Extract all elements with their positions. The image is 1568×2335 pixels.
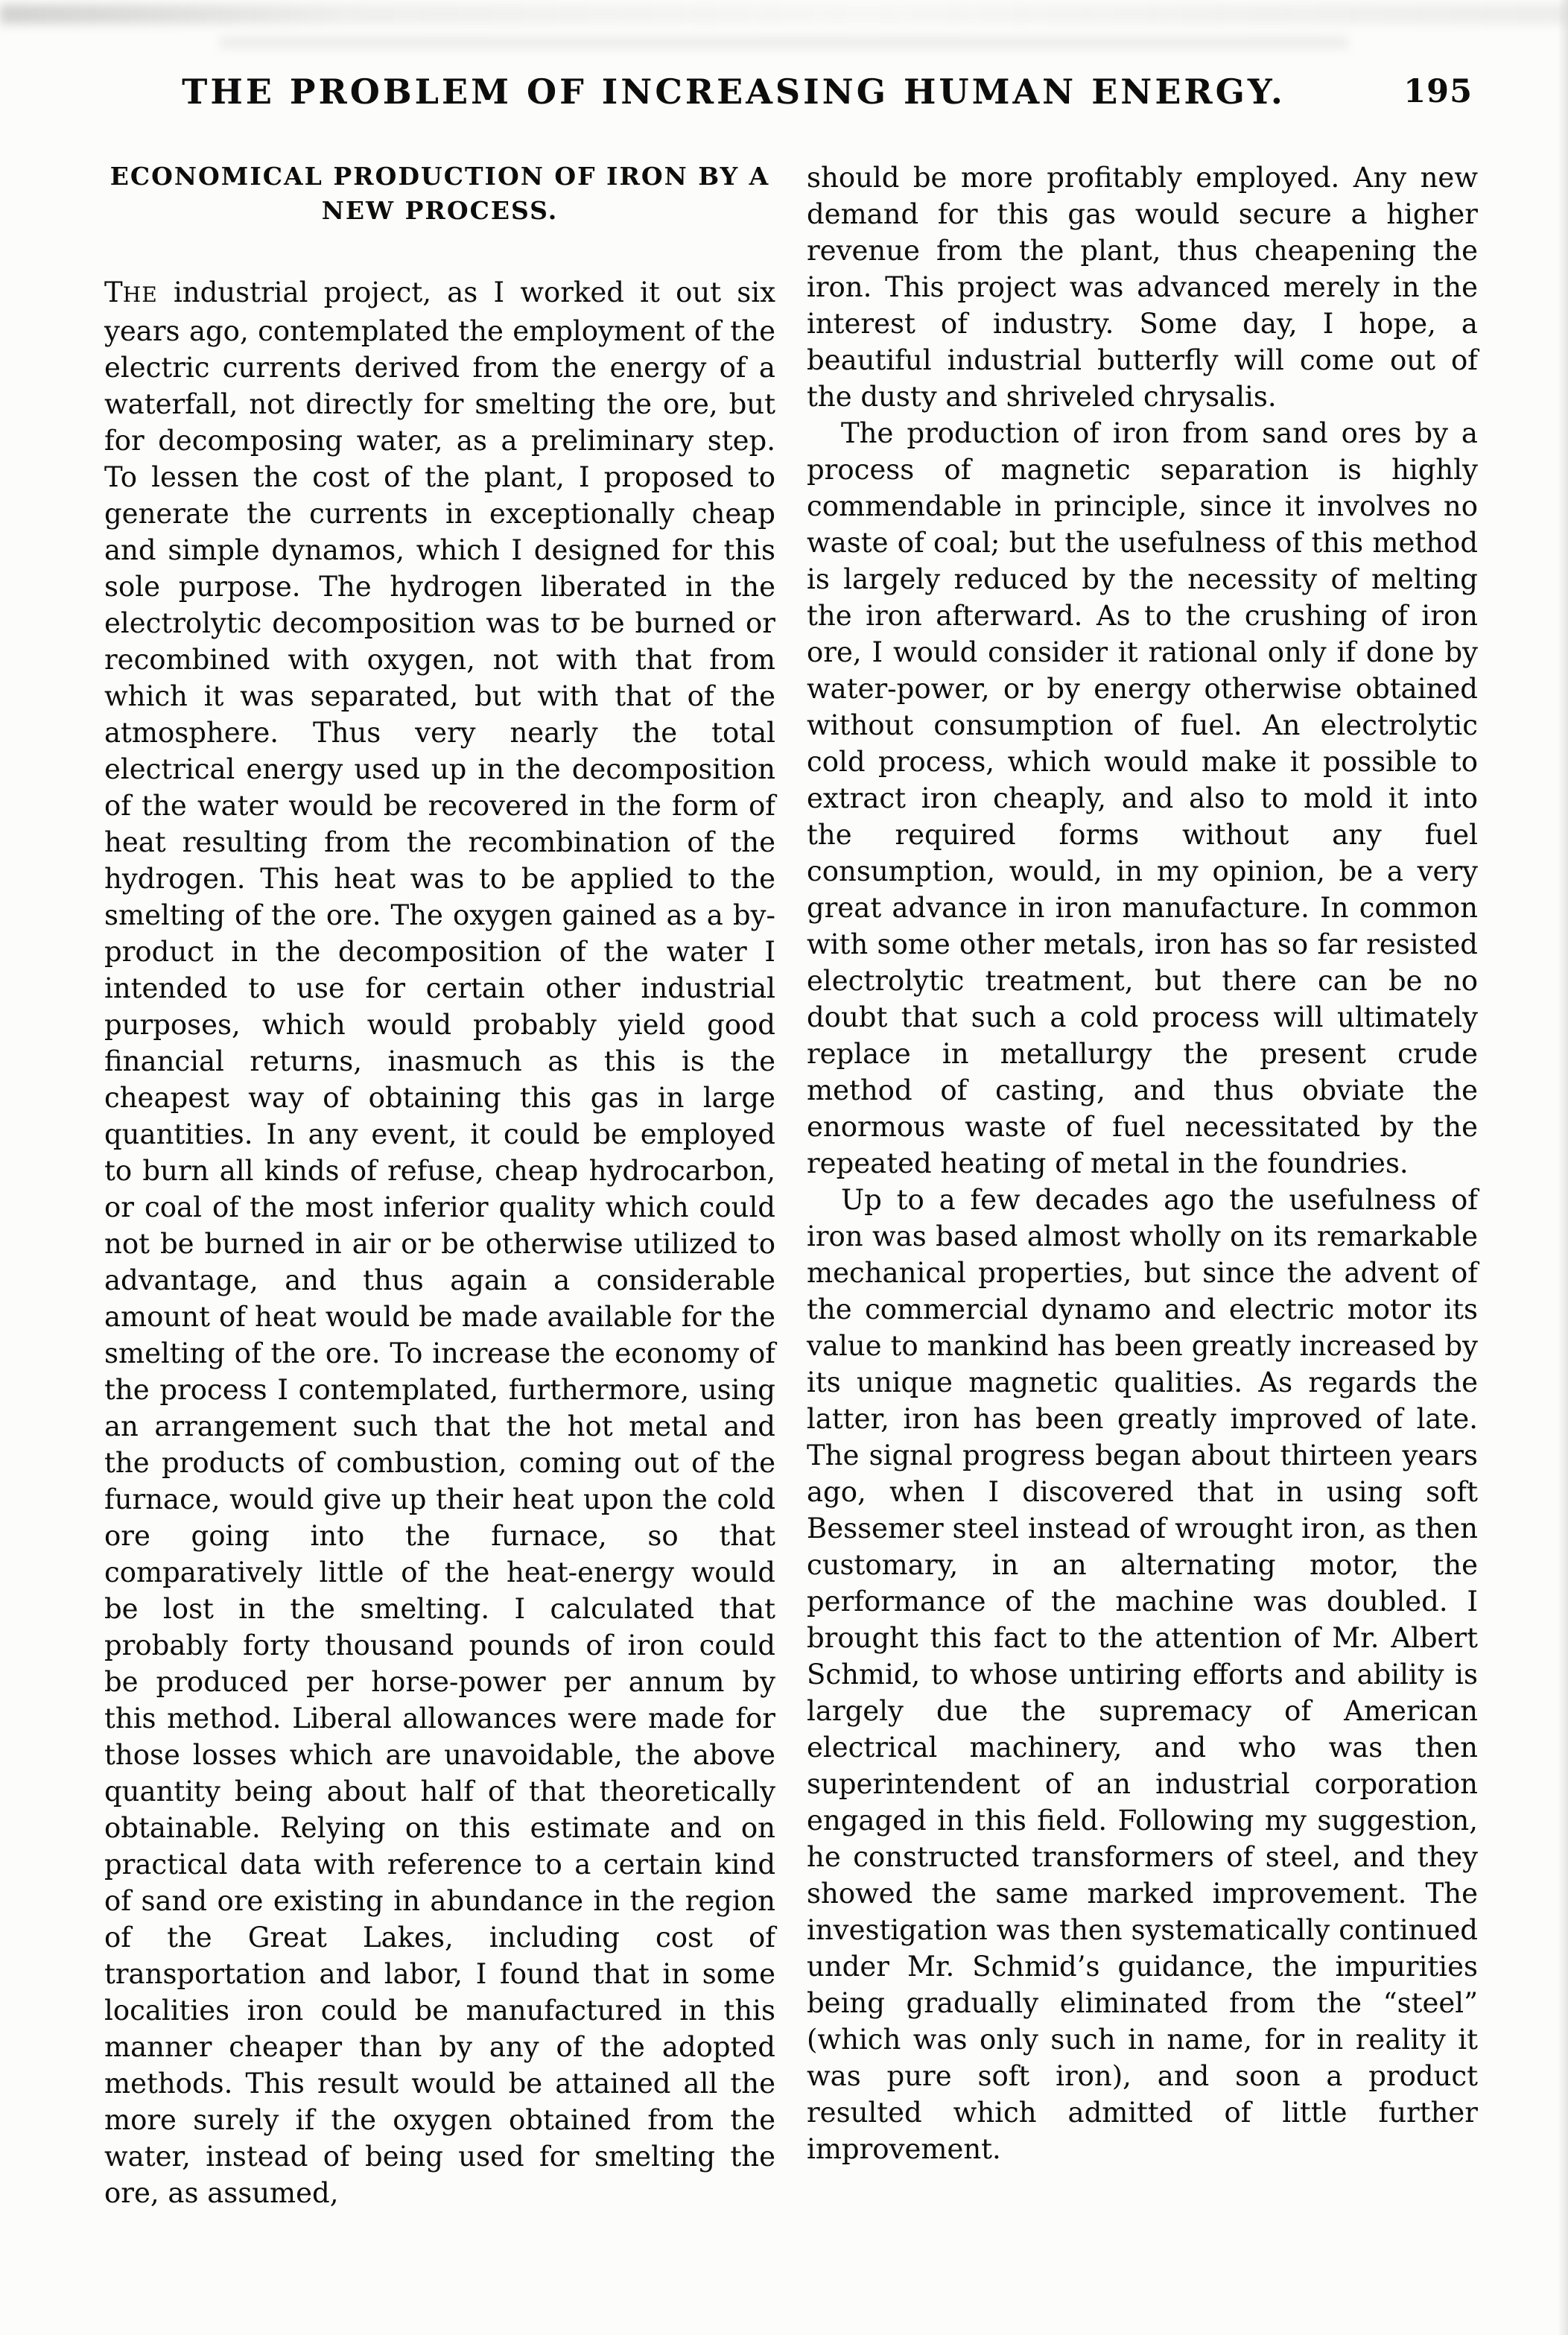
running-head-title: THE PROBLEM OF INCREASING HUMAN ENERGY. bbox=[182, 72, 1286, 112]
right-paragraph-3: Up to a few decades ago the usefulness of iron was based almost wholly on its remarkable mechanical properties, but since the advent of the commercial dynamo and electric motor its value to mankind has been greatly increased by its unique magnetic qualities. As regards the latter, iron has been greatly improved of late. The signal progress began about thirteen years ago, when I discovered that in using soft Bessemer steel instead of wrought iron, as then customary, in an alternating motor, the performance of the machine was doubled. I brought this fact to the attention of Mr. Albert Schmid, to whose untiring efforts and ability is largely due the supremacy of American electrical machinery, and who was then superintendent of an industrial corporation engaged in this field. Following my suggestion, he constructed transformers of steel, and they showed the same marked improvement. The investigation was then systematically continued under Mr. Schmid’s guidance, the impurities being gradually eliminated from the “steel” (which was only such in name, for in reality it was pure soft iron), and soon a product resulted which admitted of little further improvement. bbox=[807, 1184, 1478, 2165]
right-paragraph-1: should be more profitably employed. Any new demand for this gas would secure a higher revenue from the plant, thus cheapening the iron. This project was advanced merely in the interest of industry. Some day, I hope, a beautiful industrial butterfly will come out of the dusty and shriveled chrysalis. bbox=[807, 162, 1478, 413]
right-column bbox=[807, 159, 1478, 2211]
text-columns bbox=[104, 159, 1479, 2211]
scan-artifact-top-streak bbox=[0, 4, 1568, 24]
left-paragraph-1-text: industrial project, as I worked it out six years ago, contemplated the employment of the electric currents derived from the energy of a waterfall, not directly for smelting the ore, but for decomposing water, as a preliminary step. To lessen the cost of the plant, I proposed to generate the currents in exceptionally cheap and simple dynamos, which I designed for this sole purpose. The hydrogen liberated in the electrolytic decomposition was tσ be burned or recombined with oxygen, not with that from which it was separated, but with that of the atmosphere. Thus very nearly the total electrical energy used up in the decomposition of the water would be recovered in the form of heat resulting from the recombination of the hydrogen. This heat was to be applied to the smelting of the ore. The oxygen gained as a by-product in the decomposition of the water I intended to use for certain other industrial purposes, which would probably yield good financial returns, inasmuch as this is the cheapest way of obtaining this gas in large quantities. In any event, it could be employed to burn all kinds of refuse, cheap hydrocarbon, or coal of the most inferior quality which could not be burned in air or be otherwise utilized to advantage, and thus again a considerable amount of heat would be made available for the smelting of the ore. To increase the economy of the process I contemplated, furthermore, using an arrangement such that the hot metal and the products of combustion, coming out of the furnace, would give up their heat upon the cold ore going into the furnace, so that comparatively little of the heat-energy would be lost in the smelting. I calculated that probably forty thousand pounds of iron could be produced per horse-power per annum by this method. Liberal allowances were made for those losses which are unavoidable, the above quantity being about half of that theoretically obtainable. Relying on this estimate and on practical data with reference to a certain kind of sand ore existing in abundance in the region of the Great Lakes, including cost of transportation and labor, I found that in some localities iron could be manufactured in this manner cheaper than by any of the adopted methods. This result would be attained all the more surely if the oxygen obtained from the water, instead of being used for smelting the ore, as assumed, bbox=[104, 276, 775, 2209]
page-number: 195 bbox=[1403, 73, 1473, 110]
section-heading bbox=[104, 159, 775, 228]
lead-small-caps: HE bbox=[122, 282, 158, 307]
section-heading-line-1: ECONOMICAL PRODUCTION OF IRON BY A bbox=[109, 162, 770, 191]
lead-initial: T bbox=[104, 276, 123, 308]
left-paragraph-1 bbox=[104, 274, 775, 2211]
scan-artifact-right-edge bbox=[1558, 0, 1568, 2335]
right-paragraph-2: The production of iron from sand ores by a process of magnetic separation is highly commendable in principle, since it involves no waste of coal; but the usefulness of this method is largely reduced by the necessity of melting the iron afterward. As to the crushing of iron ore, I would consider it rational only if done by water-power, or by energy otherwise obtained without consumption of fuel. An electrolytic cold process, which would make it possible to extract iron cheaply, and also to mold it into the required forms without any fuel consumption, would, in my opinion, be a very great advance in iron manufacture. In common with some other metals, iron has so far resisted electrolytic treatment, but there can be no doubt that such a cold process will ultimately replace in metallurgy the present crude method of casting, and thus obviate the enormous waste of fuel necessitated by the repeated heating of metal in the foundries. bbox=[807, 417, 1478, 1179]
scan-artifact-ghost-line bbox=[220, 36, 1349, 49]
left-column bbox=[104, 159, 775, 2211]
section-heading-line-2: NEW PROCESS. bbox=[321, 196, 559, 225]
